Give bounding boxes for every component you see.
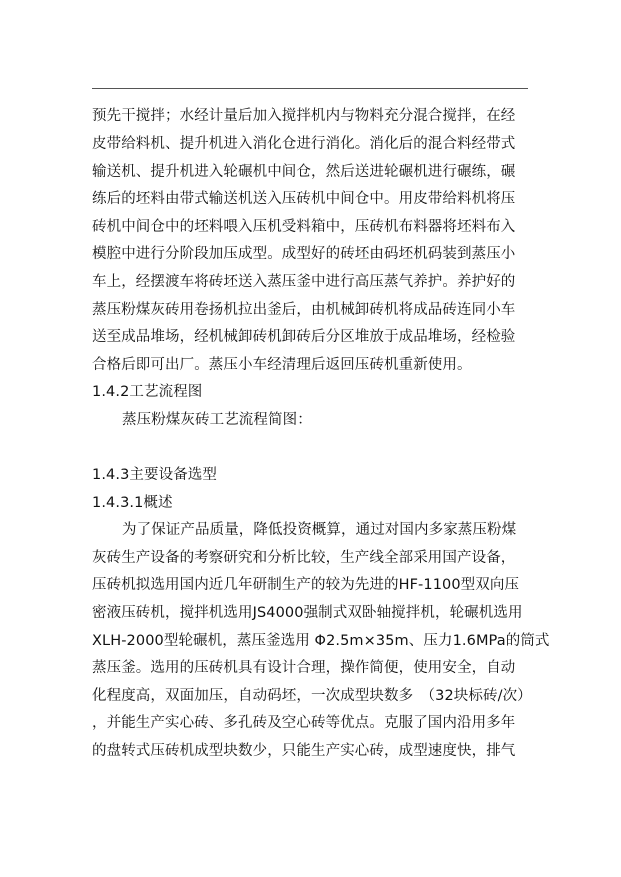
section-heading: 1.4.3主要设备选型	[92, 467, 217, 483]
text-line: 压砖机拟选用国内近几年研制生产的较为先进的HF-1100型双向压	[92, 577, 520, 593]
section-heading: 1.4.2工艺流程图	[92, 384, 203, 400]
text-line: 灰砖生产设备的考察研究和分析比较，生产线全部采用国产设备，	[92, 550, 516, 566]
subsection-heading: 1.4.3.1概述	[92, 495, 173, 511]
text-line: 密液压砖机，搅拌机选用JS4000强制式双卧轴搅拌机，轮碾机选用	[92, 605, 523, 621]
text-line: 预先干搅拌；水经计量后加入搅拌机内与物料充分混合搅拌，在经	[92, 108, 516, 124]
text-line: 车上，经摆渡车将砖坯送入蒸压釜中进行高压蒸气养护。养护好的	[92, 274, 516, 290]
text-line: ，并能生产实心砖、多孔砖及空心砖等优点。克服了国内沿用多年	[92, 715, 516, 731]
header-rule	[92, 88, 528, 89]
text-line: 皮带给料机、提升机进入消化仓进行消化。消化后的混合料经带式	[92, 136, 516, 152]
text-line: XLH-2000型轮碾机，蒸压釜选用 Φ2.5m×35m、压力1.6MPa的筒式	[92, 633, 550, 649]
text-line: 模腔中进行分阶段加压成型。成型好的砖坯由码坯机码装到蒸压小	[92, 246, 516, 262]
text-line: 蒸压粉煤灰砖用卷扬机拉出釜后，由机械卸砖机将成品砖连同小车	[92, 302, 516, 318]
text-line: 合格后即可出厂。蒸压小车经清理后返回压砖机重新使用。	[92, 357, 472, 373]
text-line: 化程度高，双面加压，自动码坯，一次成型块数多 （32块标砖/次）	[92, 688, 532, 704]
text-line: 输送机、提升机进入轮碾机中间仓，然后送进轮碾机进行碾练，碾	[92, 164, 516, 180]
text-line: 砖机中间仓中的坯料喂入压机受料箱中，压砖机布料器将坯料布入	[92, 219, 516, 235]
text-line: 蒸压釜。选用的压砖机具有设计合理，操作简便，使用安全，自动	[92, 660, 516, 676]
text-line: 送至成品堆场，经机械卸砖机卸砖后分区堆放于成品堆场，经检验	[92, 329, 516, 345]
text-line: 的盘转式压砖机成型块数少，只能生产实心砖，成型速度快，排气	[92, 743, 516, 759]
figure-caption: 蒸压粉煤灰砖工艺流程简图：	[122, 412, 312, 428]
text-line: 为了保证产品质量，降低投资概算，通过对国内多家蒸压粉煤	[122, 522, 517, 538]
text-line: 练后的坯料由带式输送机送入压砖机中间仓中。用皮带给料机将压	[92, 191, 516, 207]
